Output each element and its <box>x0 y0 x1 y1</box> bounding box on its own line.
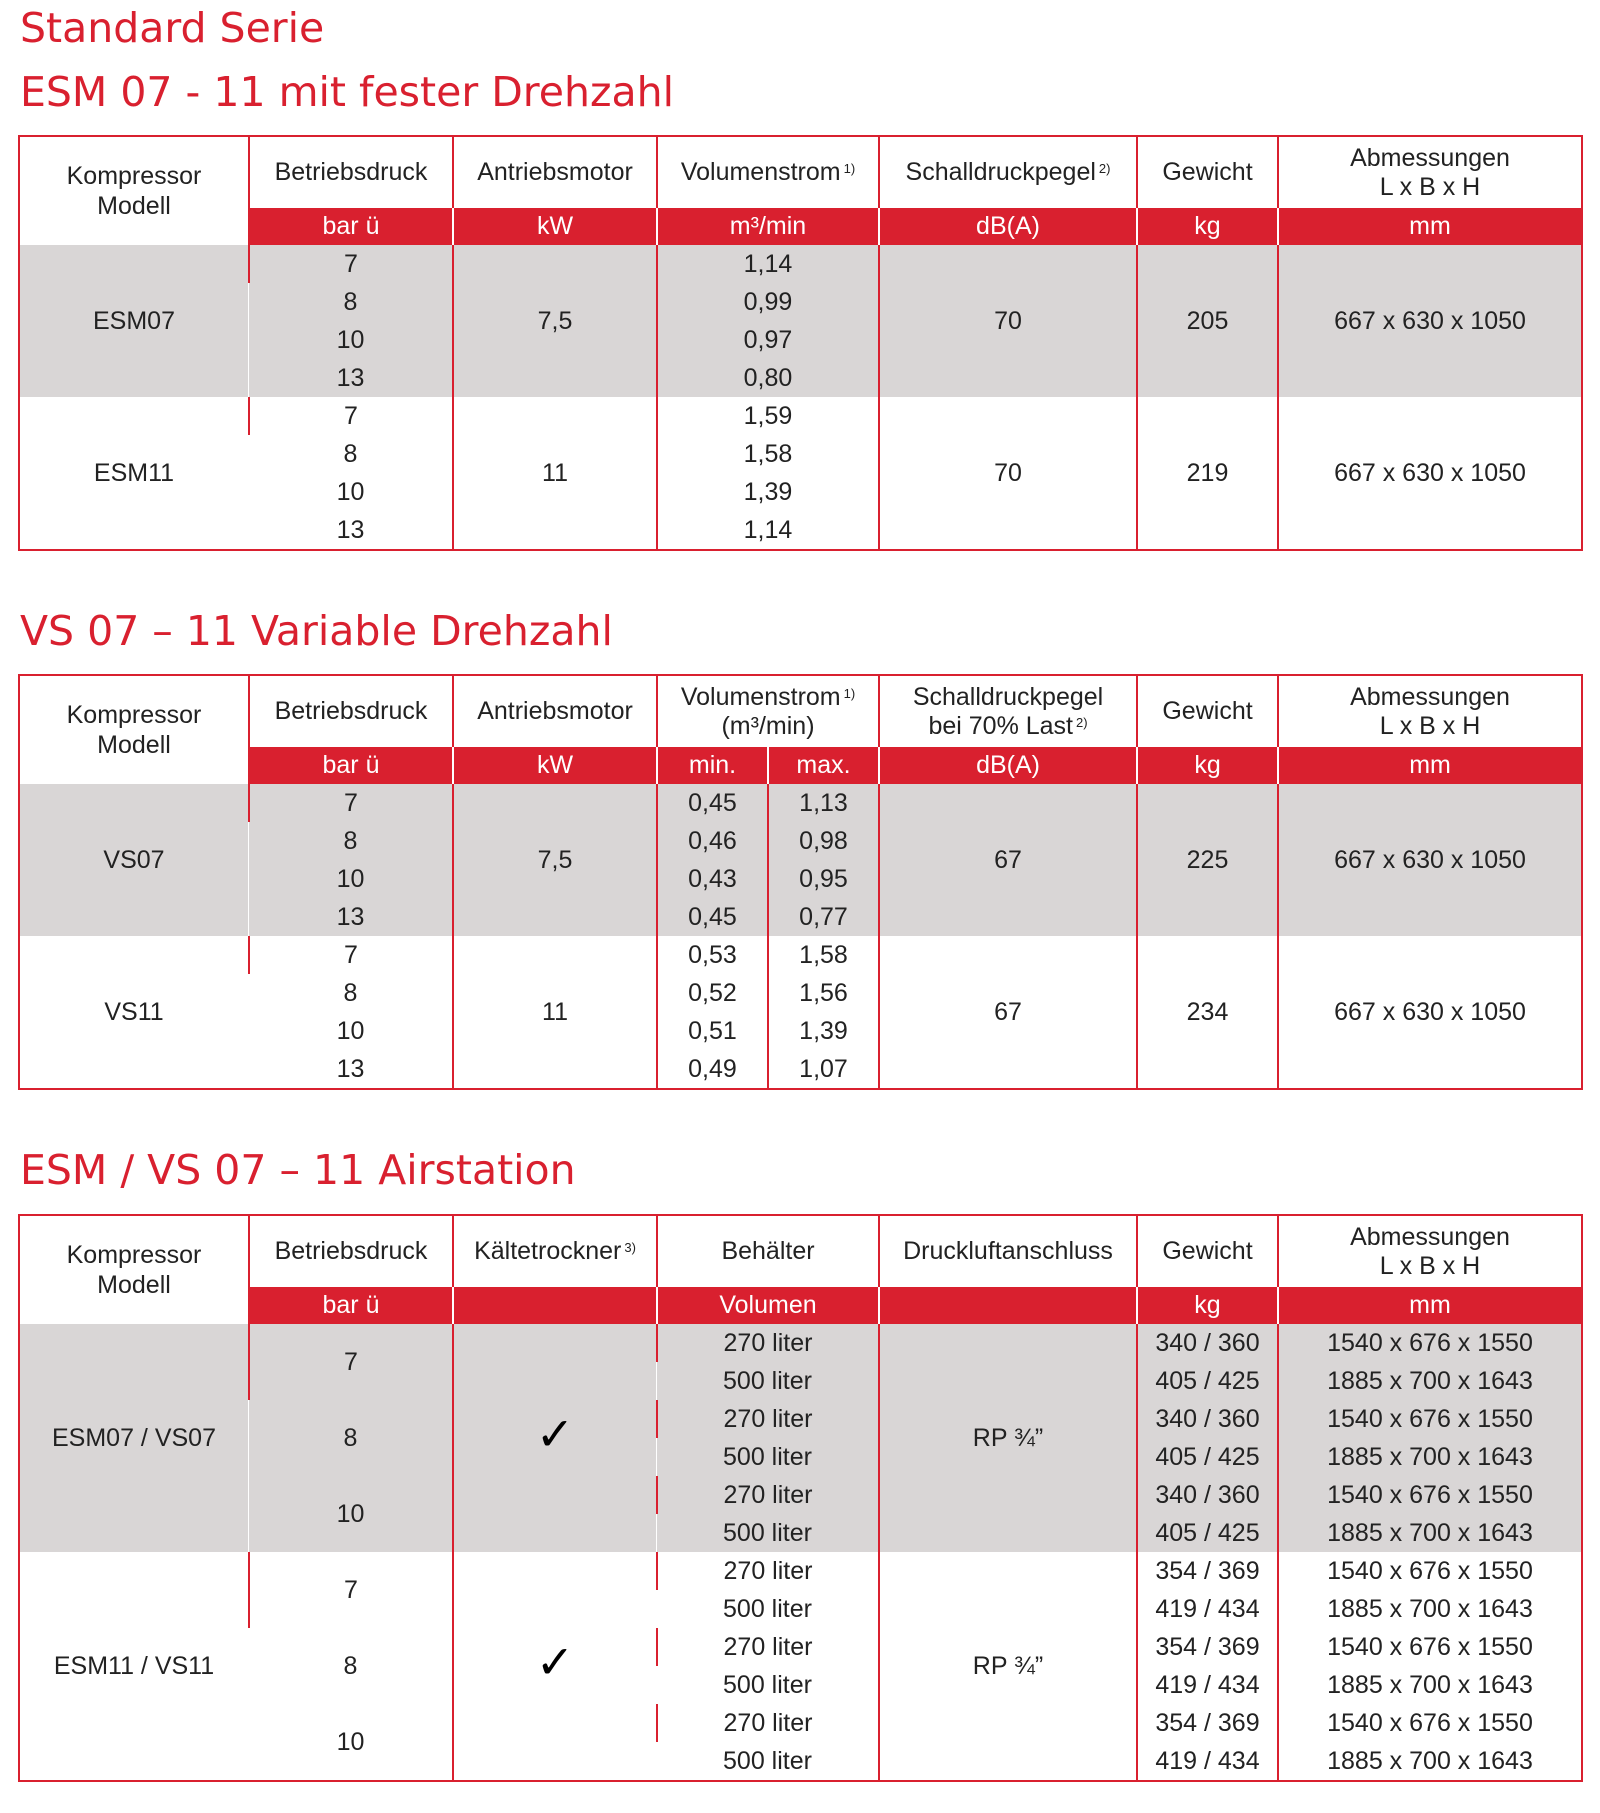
model-cell: VS07 <box>19 784 249 936</box>
pressure-cell: 13 <box>249 898 453 936</box>
pressure-cell: 10 <box>249 1704 453 1781</box>
flow-max-cell: 1,39 <box>768 1012 879 1050</box>
header-weight: Gewicht <box>1137 136 1278 208</box>
pressure-cell: 10 <box>249 473 453 511</box>
unit-dims: mm <box>1278 747 1582 784</box>
vs-spec-table <box>18 674 1583 1090</box>
weight-cell: 354 / 369 <box>1137 1552 1278 1590</box>
tank-cell: 270 liter <box>657 1704 879 1742</box>
header-noise: Schalldruckpegel $^{2)}$ <box>879 136 1137 208</box>
pressure-cell: 7 <box>249 1552 453 1628</box>
model-cell: ESM11 / VS11 <box>19 1552 249 1781</box>
connection-cell: RP ¾” <box>879 1324 1137 1552</box>
pressure-cell: 7 <box>249 397 453 435</box>
dims-cell: 1540 x 676 x 1550 <box>1278 1400 1582 1438</box>
flow-cell: 1,58 <box>657 435 879 473</box>
tank-cell: 500 liter <box>657 1666 879 1704</box>
dims-cell: 667 x 630 x 1050 <box>1278 245 1582 397</box>
flow-cell: 0,97 <box>657 321 879 359</box>
header-model: Kompressor Modell <box>19 136 249 245</box>
unit-weight: kg <box>1137 208 1278 245</box>
model-cell: VS11 <box>19 936 249 1089</box>
motor-cell: 7,5 <box>453 245 657 397</box>
tank-cell: 270 liter <box>657 1476 879 1514</box>
airstation-spec-table <box>18 1214 1583 1782</box>
flow-cell: 0,80 <box>657 359 879 397</box>
table-row-group <box>19 1552 1582 1781</box>
header-weight: Gewicht <box>1137 675 1278 747</box>
header-motor: Antriebsmotor <box>453 675 657 747</box>
flow-min-cell: 0,51 <box>657 1012 768 1050</box>
noise-cell: 67 <box>879 784 1137 936</box>
flow-max-cell: 1,58 <box>768 936 879 974</box>
page-title: Standard Serie <box>20 4 325 52</box>
table-row-group <box>19 784 1582 936</box>
flow-cell: 0,99 <box>657 283 879 321</box>
unit-pressure: bar ü <box>249 208 453 245</box>
pressure-cell: 10 <box>249 1012 453 1050</box>
table-row-group <box>19 245 1582 397</box>
tank-cell: 270 liter <box>657 1324 879 1362</box>
flow-min-cell: 0,45 <box>657 898 768 936</box>
pressure-cell: 8 <box>249 822 453 860</box>
weight-cell: 225 <box>1137 784 1278 936</box>
model-cell: ESM11 <box>19 397 249 550</box>
noise-cell: 67 <box>879 936 1137 1089</box>
dims-cell: 1885 x 700 x 1643 <box>1278 1666 1582 1704</box>
flow-min-cell: 0,46 <box>657 822 768 860</box>
pressure-cell: 10 <box>249 860 453 898</box>
pressure-cell: 10 <box>249 321 453 359</box>
weight-cell: 340 / 360 <box>1137 1324 1278 1362</box>
table-row-group <box>19 1324 1582 1552</box>
connection-cell: RP ¾” <box>879 1552 1137 1781</box>
header-motor: Antriebsmotor <box>453 136 657 208</box>
dims-cell: 1885 x 700 x 1643 <box>1278 1590 1582 1628</box>
unit-pressure: bar ü <box>249 747 453 784</box>
flow-cell: 1,39 <box>657 473 879 511</box>
pressure-cell: 13 <box>249 1050 453 1089</box>
header-dims: Abmessungen L x B x H <box>1278 1215 1582 1287</box>
dims-cell: 667 x 630 x 1050 <box>1278 784 1582 936</box>
dims-cell: 1885 x 700 x 1643 <box>1278 1742 1582 1781</box>
unit-tank: Volumen <box>657 1287 879 1324</box>
flow-max-cell: 0,77 <box>768 898 879 936</box>
dims-cell: 1540 x 676 x 1550 <box>1278 1704 1582 1742</box>
table-row-group <box>19 936 1582 1089</box>
flow-max-cell: 1,13 <box>768 784 879 822</box>
unit-weight: kg <box>1137 1287 1278 1324</box>
weight-cell: 354 / 369 <box>1137 1628 1278 1666</box>
esm-spec-table <box>18 135 1583 551</box>
flow-min-cell: 0,43 <box>657 860 768 898</box>
flow-min-cell: 0,52 <box>657 974 768 1012</box>
pressure-cell: 7 <box>249 245 453 283</box>
flow-min-cell: 0,49 <box>657 1050 768 1089</box>
tank-cell: 500 liter <box>657 1438 879 1476</box>
pressure-cell: 8 <box>249 1628 453 1704</box>
unit-dims: mm <box>1278 208 1582 245</box>
pressure-cell: 7 <box>249 936 453 974</box>
header-model: Kompressor Modell <box>19 675 249 784</box>
pressure-cell: 7 <box>249 1324 453 1400</box>
model-cell: ESM07 <box>19 245 249 397</box>
flow-max-cell: 1,07 <box>768 1050 879 1089</box>
dims-cell: 1540 x 676 x 1550 <box>1278 1552 1582 1590</box>
weight-cell: 419 / 434 <box>1137 1666 1278 1704</box>
header-dims: Abmessungen L x B x H <box>1278 136 1582 208</box>
unit-max: max. <box>768 747 879 784</box>
header-connection: Druckluftanschluss <box>879 1215 1137 1287</box>
pressure-cell: 8 <box>249 283 453 321</box>
dims-cell: 667 x 630 x 1050 <box>1278 936 1582 1089</box>
pressure-cell: 8 <box>249 1400 453 1476</box>
header-dims: Abmessungen L x B x H <box>1278 675 1582 747</box>
weight-cell: 405 / 425 <box>1137 1362 1278 1400</box>
dims-cell: 1540 x 676 x 1550 <box>1278 1628 1582 1666</box>
header-pressure: Betriebsdruck <box>249 136 453 208</box>
tank-cell: 500 liter <box>657 1514 879 1552</box>
weight-cell: 234 <box>1137 936 1278 1089</box>
pressure-cell: 13 <box>249 359 453 397</box>
dryer-check-icon: ✓ <box>453 1324 657 1552</box>
tank-cell: 270 liter <box>657 1400 879 1438</box>
flow-min-cell: 0,53 <box>657 936 768 974</box>
section-title-airstation: ESM / VS 07 – 11 Airstation <box>20 1146 576 1194</box>
weight-cell: 354 / 369 <box>1137 1704 1278 1742</box>
unit-dims: mm <box>1278 1287 1582 1324</box>
dims-cell: 1885 x 700 x 1643 <box>1278 1438 1582 1476</box>
dims-cell: 1540 x 676 x 1550 <box>1278 1324 1582 1362</box>
pressure-cell: 8 <box>249 435 453 473</box>
unit-noise: dB(A) <box>879 747 1137 784</box>
flow-max-cell: 1,56 <box>768 974 879 1012</box>
weight-cell: 205 <box>1137 245 1278 397</box>
unit-connection <box>879 1287 1137 1324</box>
section-title-esm: ESM 07 - 11 mit fester Drehzahl <box>20 68 674 116</box>
tank-cell: 500 liter <box>657 1590 879 1628</box>
tank-cell: 500 liter <box>657 1742 879 1781</box>
unit-dryer <box>453 1287 657 1324</box>
pressure-cell: 13 <box>249 511 453 550</box>
unit-motor: kW <box>453 747 657 784</box>
header-dryer: Kältetrockner $^{3)}$ <box>453 1215 657 1287</box>
dims-cell: 667 x 630 x 1050 <box>1278 397 1582 550</box>
weight-cell: 419 / 434 <box>1137 1742 1278 1781</box>
header-pressure: Betriebsdruck <box>249 1215 453 1287</box>
weight-cell: 219 <box>1137 397 1278 550</box>
unit-flow: m³/min <box>657 208 879 245</box>
header-flow: Volumenstrom $^{1)}$ (m³/min) <box>657 675 879 747</box>
motor-cell: 11 <box>453 397 657 550</box>
tank-cell: 500 liter <box>657 1362 879 1400</box>
table-row-group <box>19 397 1582 550</box>
pressure-cell: 8 <box>249 974 453 1012</box>
flow-cell: 1,59 <box>657 397 879 435</box>
motor-cell: 11 <box>453 936 657 1089</box>
weight-cell: 340 / 360 <box>1137 1476 1278 1514</box>
tank-cell: 270 liter <box>657 1552 879 1590</box>
header-noise: Schalldruckpegel bei 70% Last $^{2)}$ <box>879 675 1137 747</box>
flow-min-cell: 0,45 <box>657 784 768 822</box>
unit-weight: kg <box>1137 747 1278 784</box>
weight-cell: 405 / 425 <box>1137 1438 1278 1476</box>
header-model: Kompressor Modell <box>19 1215 249 1324</box>
motor-cell: 7,5 <box>453 784 657 936</box>
weight-cell: 419 / 434 <box>1137 1590 1278 1628</box>
noise-cell: 70 <box>879 397 1137 550</box>
unit-pressure: bar ü <box>249 1287 453 1324</box>
pressure-cell: 10 <box>249 1476 453 1552</box>
header-pressure: Betriebsdruck <box>249 675 453 747</box>
dryer-check-icon: ✓ <box>453 1552 657 1781</box>
unit-noise: dB(A) <box>879 208 1137 245</box>
noise-cell: 70 <box>879 245 1137 397</box>
flow-max-cell: 0,95 <box>768 860 879 898</box>
unit-motor: kW <box>453 208 657 245</box>
weight-cell: 340 / 360 <box>1137 1400 1278 1438</box>
header-tank: Behälter <box>657 1215 879 1287</box>
header-weight: Gewicht <box>1137 1215 1278 1287</box>
header-flow: Volumenstrom $^{1)}$ <box>657 136 879 208</box>
flow-cell: 1,14 <box>657 511 879 550</box>
unit-min: min. <box>657 747 768 784</box>
pressure-cell: 7 <box>249 784 453 822</box>
dims-cell: 1885 x 700 x 1643 <box>1278 1362 1582 1400</box>
flow-cell: 1,14 <box>657 245 879 283</box>
dims-cell: 1885 x 700 x 1643 <box>1278 1514 1582 1552</box>
flow-max-cell: 0,98 <box>768 822 879 860</box>
model-cell: ESM07 / VS07 <box>19 1324 249 1552</box>
dims-cell: 1540 x 676 x 1550 <box>1278 1476 1582 1514</box>
section-title-vs: VS 07 – 11 Variable Drehzahl <box>20 607 613 655</box>
tank-cell: 270 liter <box>657 1628 879 1666</box>
weight-cell: 405 / 425 <box>1137 1514 1278 1552</box>
